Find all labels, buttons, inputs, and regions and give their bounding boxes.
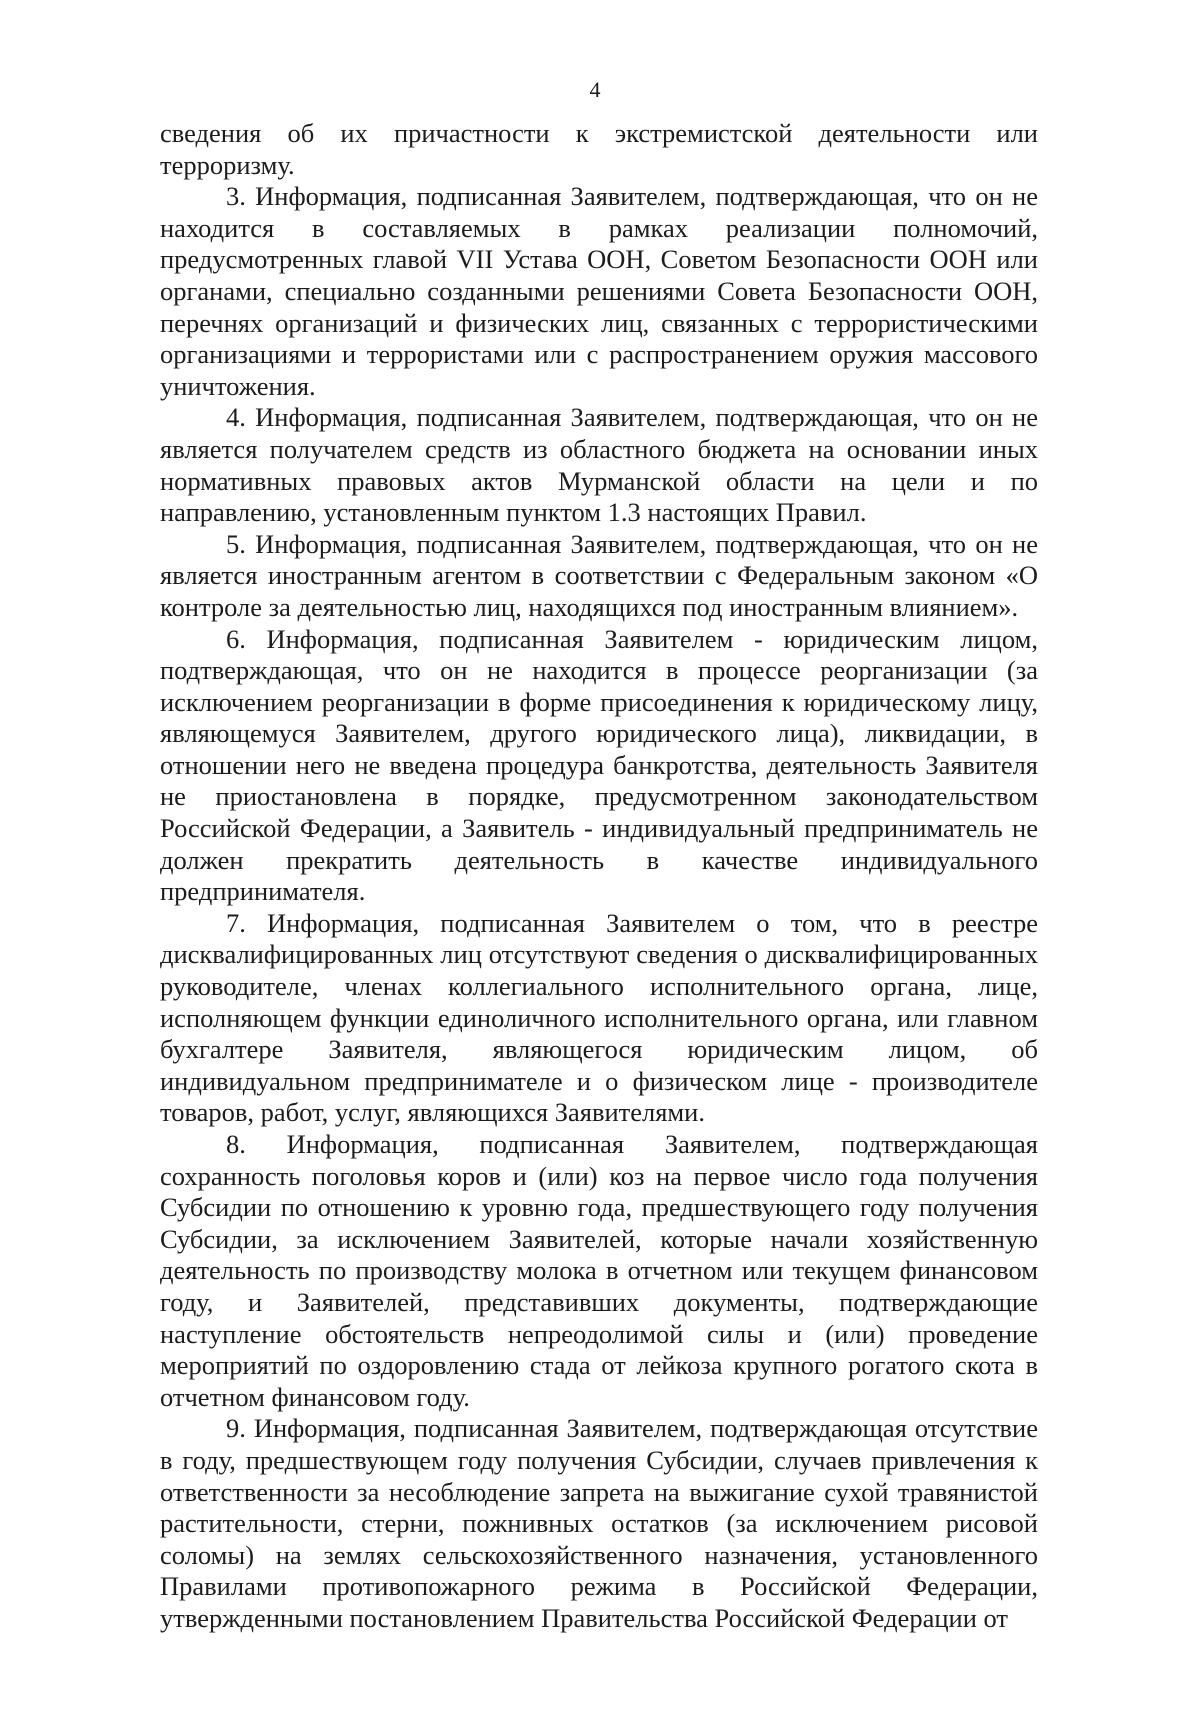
document-body [160, 118, 1038, 1635]
paragraph-item-5: 5. Информация, подписанная Заявителем, подтверждающая, что он не является иностранным агентом в соответствии с Федеральным законом «О контроле за деятельностью лиц, находящихся под иностранным влиянием». [160, 528, 1038, 622]
paragraph-continuation: сведения об их причастности к экстремистской деятельности или терроризму. [160, 118, 1038, 180]
paragraph-item-4: 4. Информация, подписанная Заявителем, подтверждающая, что он не является получателем средств из областного бюджета на основании иных нормативных правовых актов Мурманской области на цели и по направлению, установленным пунктом 1.3 настоящих Правил. [160, 402, 1038, 528]
paragraph-item-3: 3. Информация, подписанная Заявителем, подтверждающая, что он не находится в составляемых в рамках реализации полномочий, предусмотренных главой VII Устава ООН, Советом Безопасности ООН или органами, специально созданными решениями Совета Безопасности ООН, перечнях организаций и физических лиц, связанных с террористическими организациями и террористами или с распространением оружия массового уничтожения. [160, 181, 1038, 401]
paragraph-item-9: 9. Информация, подписанная Заявителем, подтверждающая отсутствие в году, предшествующем году получения Субсидии, случаев привлечения к ответственности за несоблюдение запрета на выжигание сухой травянистой растительности, стерни, пожнивных остатков (за исключением рисовой соломы) на землях сельскохозяйственного назначения, установленного Правилами противопожарного режима в Российской Федерации, утвержденными постановлением Правительства Российской Федерации от [160, 1413, 1038, 1633]
paragraph-item-8: 8. Информация, подписанная Заявителем, подтверждающая сохранность поголовья коров и (или) коз на первое число года получения Субсидии по отношению к уровню года, предшествующего году получения Субсидии, за исключением Заявителей, которые начали хозяйственную деятельность по производству молока в отчетном или текущем финансовом году, и Заявителей, представивших документы, подтверждающие наступление обстоятельств непреодолимой силы и (или) проведение мероприятий по оздоровлению стада от лейкоза крупного рогатого скота в отчетном финансовом году. [160, 1129, 1038, 1412]
paragraph-item-6: 6. Информация, подписанная Заявителем - юридическим лицом, подтверждающая, что он не находится в процессе реорганизации (за исключением реорганизации в форме присоединения к юридическому лицу, являющемуся Заявителем, другого юридического лица), ликвидации, в отношении него не введена процедура банкротства, деятельность Заявителя не приостановлена в порядке, предусмотренном законодательством Российской Федерации, а Заявитель - индивидуальный предприниматель не должен прекратить деятельность в качестве индивидуального предпринимателя. [160, 623, 1038, 907]
paragraph-item-7: 7. Информация, подписанная Заявителем о том, что в реестре дисквалифицированных лиц отсутствуют сведения о дисквалифицированных руководителе, членах коллегиального исполнительного органа, лице, исполняющем функции единоличного исполнительного органа, или главном бухгалтере Заявителя, являющегося юридическим лицом, об индивидуальном предпринимателе и о физическом лице - производителе товаров, работ, услуг, являющихся Заявителями. [160, 907, 1038, 1128]
page-number: 4 [589, 77, 601, 102]
